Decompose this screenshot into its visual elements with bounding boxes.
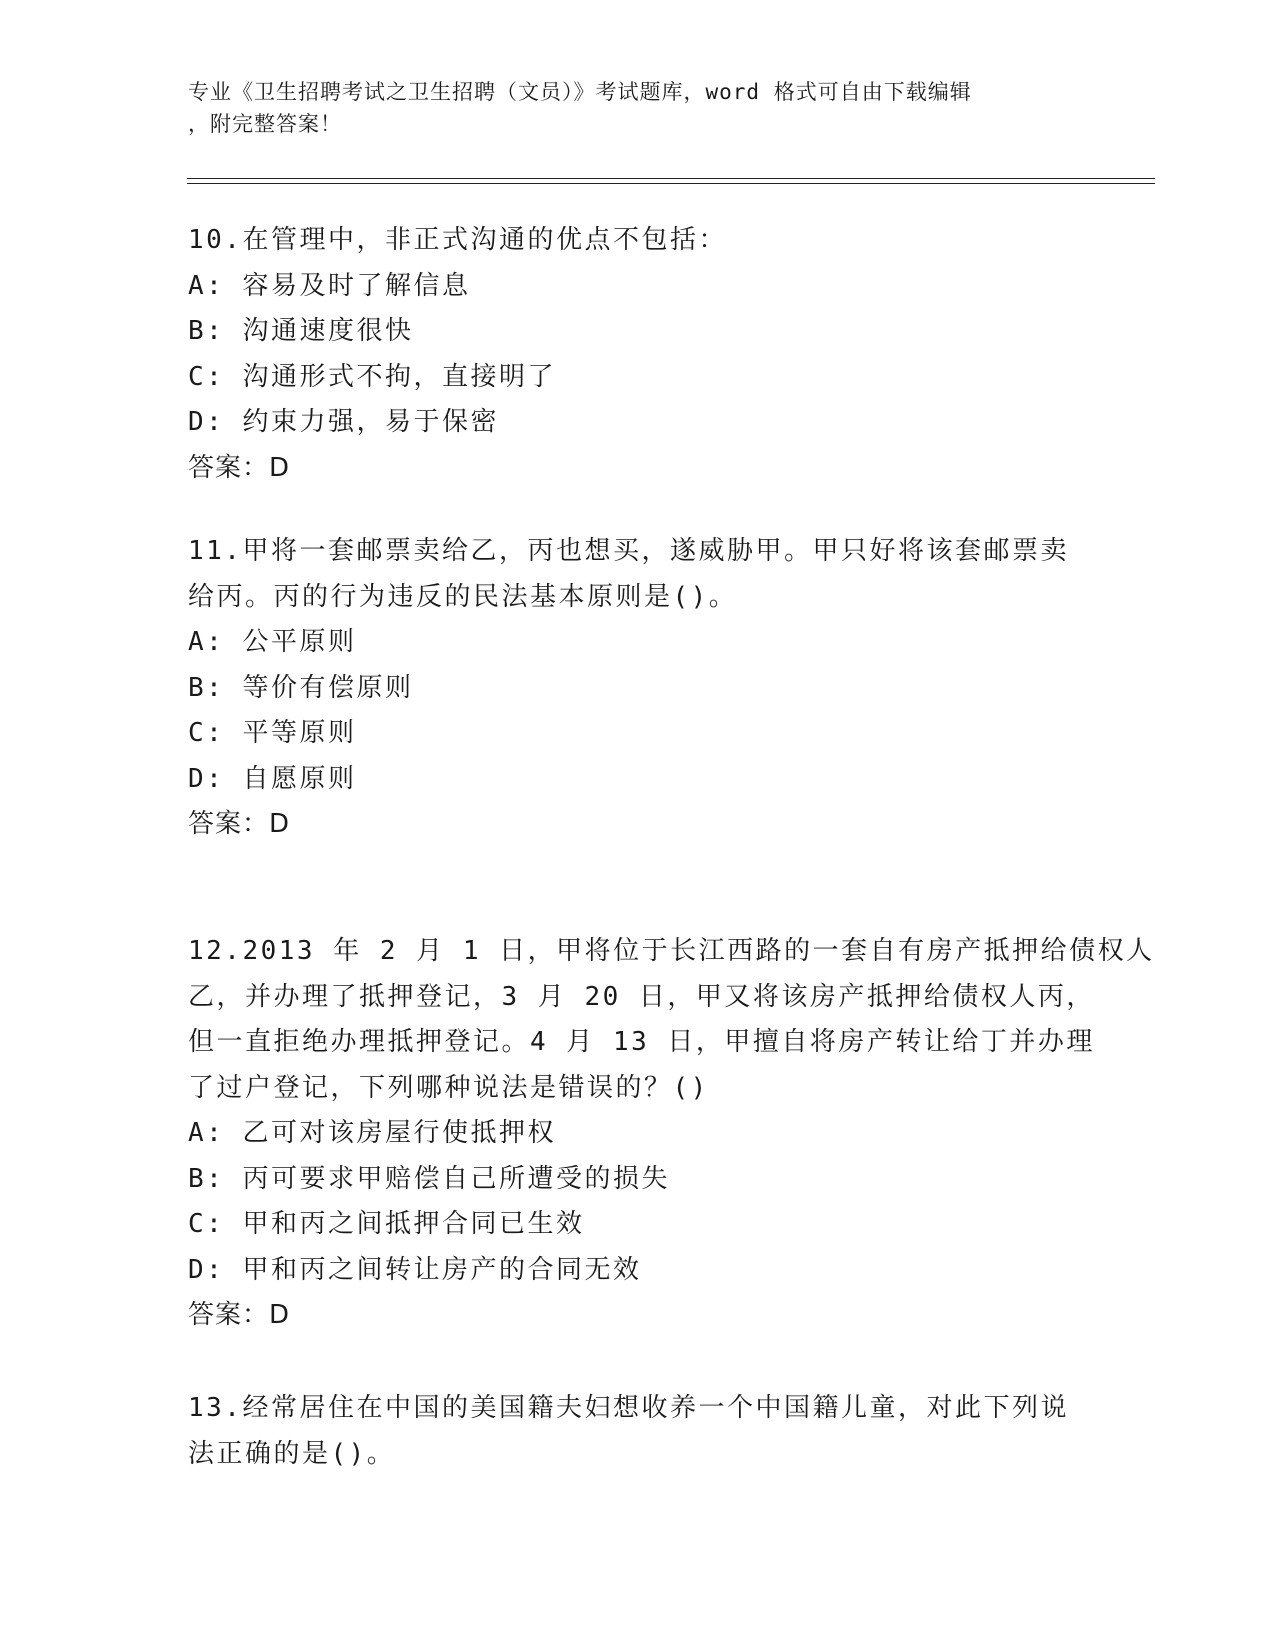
question-stem-line: 给丙。丙的行为违反的民法基本原则是()。 [188, 581, 738, 612]
question-stem-line: 了过户登记，下列哪种说法是错误的？() [188, 1072, 709, 1103]
header-line-2: ，附完整答案！ [188, 112, 342, 136]
question-13 [188, 1386, 1088, 1477]
question-12 [188, 929, 1155, 1339]
option-b: B: 丙可要求甲赔偿自己所遭受的损失 [188, 1163, 670, 1194]
option-a: A: 容易及时了解信息 [188, 270, 471, 301]
header-divider-bottom [187, 183, 1155, 184]
question-stem-line: 法正确的是()。 [188, 1438, 396, 1469]
question-stem-line: 但一直拒绝办理抵押登记。4 月 13 日，甲擅自将房产转让给丁并办理 [188, 1027, 1095, 1057]
option-c: C: 沟通形式不拘，直接明了 [188, 361, 556, 392]
header-divider-top [187, 178, 1155, 179]
question-10 [188, 218, 1088, 491]
answer: 答案：D [188, 1300, 291, 1330]
question-stem: 10.在管理中，非正式沟通的优点不包括： [188, 225, 727, 255]
document-header [188, 76, 1088, 140]
header-line-1: 专业《卫生招聘考试之卫生招聘（文员）》考试题库，word 格式可自由下载编辑 [188, 80, 972, 104]
question-11 [188, 529, 1088, 848]
option-c: C: 平等原则 [188, 718, 357, 748]
option-a: A: 公平原则 [188, 627, 357, 657]
option-b: B: 沟通速度很快 [188, 316, 414, 346]
question-stem-line: 11.甲将一套邮票卖给乙，丙也想买，遂威胁甲。甲只好将该套邮票卖 [188, 536, 1069, 566]
option-d: D: 甲和丙之间转让房产的合同无效 [188, 1254, 642, 1285]
option-a: A: 乙可对该房屋行使抵押权 [188, 1118, 556, 1148]
option-b: B: 等价有偿原则 [188, 672, 414, 703]
question-stem-line: 12.2013 年 2 月 1 日，甲将位于长江西路的一套自有房产抵押给债权人 [188, 936, 1155, 966]
option-c: C: 甲和丙之间抵押合同已生效 [188, 1209, 585, 1239]
answer: 答案：D [188, 809, 291, 839]
answer: 答案：D [188, 452, 291, 483]
option-d: D: 自愿原则 [188, 763, 357, 794]
option-d: D: 约束力强，易于保密 [188, 407, 499, 437]
question-stem-line: 乙，并办理了抵押登记，3 月 20 日，甲又将该房产抵押给债权人丙， [188, 981, 1095, 1012]
question-stem-line: 13.经常居住在中国的美国籍夫妇想收养一个中国籍儿童，对此下列说 [188, 1393, 1069, 1423]
